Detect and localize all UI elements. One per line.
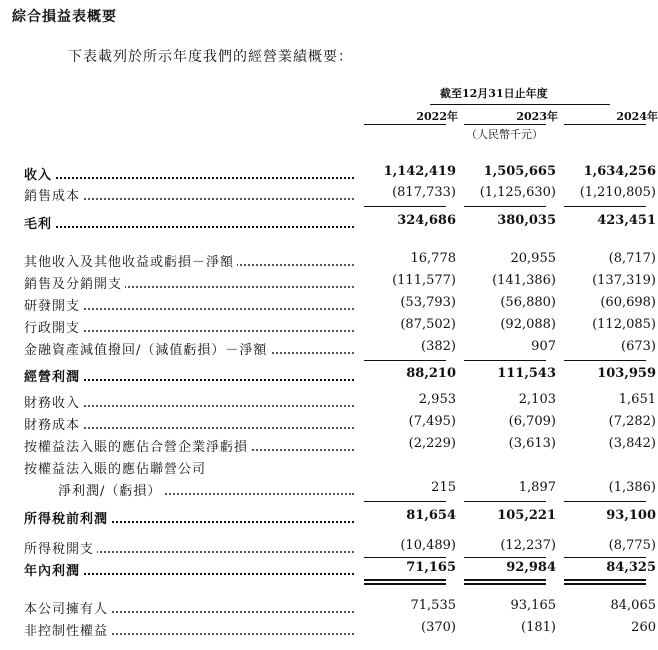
- row-label: 毛利: [24, 217, 55, 232]
- value-2023: (6,709): [508, 414, 556, 429]
- value-2023: (92,088): [500, 317, 556, 332]
- row-jv-share: [0, 436, 656, 456]
- value-2022: (111,577): [392, 273, 456, 288]
- period-header: 截至12月31日止年度: [440, 87, 548, 100]
- row-rnd-expenses: [0, 295, 656, 315]
- year-rule-2024: [564, 124, 646, 125]
- year-rule-2023: [464, 124, 546, 125]
- value-2023: 1,897: [518, 480, 556, 495]
- value-2023: (56,880): [500, 295, 556, 310]
- row-label: 所得稅開支: [24, 542, 97, 557]
- value-2024: (1,386): [608, 480, 656, 495]
- value-2023: 1,505,665: [483, 164, 556, 179]
- row-finance-income: [0, 392, 656, 412]
- value-2023: 111,543: [497, 366, 556, 381]
- total-double-rule: [464, 579, 546, 581]
- value-2023: (141,386): [492, 273, 556, 288]
- row-label: 非控制性權益: [24, 624, 111, 639]
- value-2024: (1,210,805): [579, 185, 656, 200]
- subtotal-rule: [464, 557, 546, 558]
- value-2024: (60,698): [600, 295, 656, 310]
- row-associates-heading: [0, 458, 640, 478]
- value-2024: 84,325: [606, 560, 656, 575]
- value-2024: 1,651: [618, 392, 656, 407]
- row-admin-expenses: [0, 317, 656, 337]
- row-non-controlling: [0, 620, 656, 640]
- row-label: 所得稅前利潤: [24, 512, 111, 527]
- value-2023: (181): [521, 620, 556, 635]
- value-2022: 81,654: [406, 508, 456, 523]
- subtotal-rule: [564, 206, 646, 207]
- value-2024: 103,959: [597, 366, 656, 381]
- subtotal-rule: [464, 360, 546, 361]
- value-2023: (1,125,630): [479, 185, 556, 200]
- value-2023: 92,984: [506, 560, 556, 575]
- value-2022: 324,686: [397, 213, 456, 228]
- year-2024: 2024年: [616, 110, 658, 123]
- value-2023: 105,221: [497, 508, 556, 523]
- value-2022: 2,953: [418, 392, 456, 407]
- value-2024: (3,842): [608, 436, 656, 451]
- subtotal-rule: [464, 206, 546, 207]
- value-2022: 1,142,419: [383, 164, 456, 179]
- row-label: 銷售及分銷開支: [24, 277, 125, 292]
- value-2023: 907: [531, 339, 556, 354]
- value-2022: 215: [431, 480, 456, 495]
- value-2022: (87,502): [400, 317, 456, 332]
- year-2023: 2023年: [516, 110, 558, 123]
- value-2022: (2,229): [408, 436, 456, 451]
- row-associates-share: [0, 480, 656, 500]
- row-profit-for-year: [0, 560, 656, 580]
- value-2022: (10,489): [400, 538, 456, 553]
- value-2022: 88,210: [406, 366, 456, 381]
- section-title: 綜合損益表概要: [12, 9, 117, 25]
- row-label: 財務成本: [24, 418, 83, 433]
- row-label: 按權益法入賬的應佔合營企業淨虧損: [24, 440, 251, 455]
- value-2022: (53,793): [400, 295, 456, 310]
- subtotal-rule: [364, 360, 446, 361]
- value-2024: (7,282): [608, 414, 656, 429]
- value-2023: 2,103: [518, 392, 556, 407]
- row-label: 行政開支: [24, 321, 83, 336]
- row-operating-profit: [0, 366, 656, 386]
- total-double-rule: [364, 579, 446, 581]
- value-2023: 20,955: [510, 251, 556, 266]
- year-rule-2022: [364, 124, 446, 125]
- value-2024: 260: [631, 620, 656, 635]
- row-label: 年內利潤: [24, 564, 83, 579]
- row-label: 銷售成本: [24, 189, 83, 204]
- value-2024: (112,085): [592, 317, 656, 332]
- unit-label: （人民幣千元）: [466, 128, 543, 141]
- row-selling-expenses: [0, 273, 656, 293]
- subtotal-rule: [564, 360, 646, 361]
- value-2024: (137,319): [592, 273, 656, 288]
- value-2024: 93,100: [606, 508, 656, 523]
- period-rule: [430, 104, 610, 105]
- total-double-rule: [464, 583, 546, 585]
- intro-text: 下表載列於所示年度我們的經營業績概要：: [68, 49, 353, 65]
- row-finance-costs: [0, 414, 656, 434]
- value-2023: 380,035: [497, 213, 556, 228]
- row-other-income: [0, 251, 656, 271]
- year-2022: 2022年: [416, 110, 458, 123]
- value-2024: 84,065: [610, 598, 656, 613]
- value-2022: 71,535: [410, 598, 456, 613]
- subtotal-rule: [564, 501, 646, 502]
- row-label: 財務收入: [24, 396, 83, 411]
- row-cost-of-sales: [0, 185, 656, 205]
- value-2024: (8,717): [608, 251, 656, 266]
- row-impairment: [0, 339, 656, 359]
- value-2024: 1,634,256: [583, 164, 656, 179]
- value-2022: (7,495): [408, 414, 456, 429]
- row-owners: [0, 598, 656, 618]
- subtotal-rule: [364, 501, 446, 502]
- value-2023: (12,237): [500, 538, 556, 553]
- value-2022: (817,733): [392, 185, 456, 200]
- value-2022: (382): [421, 339, 456, 354]
- total-double-rule: [564, 583, 646, 585]
- row-label: 其他收入及其他收益或虧損－淨額: [24, 255, 237, 270]
- total-double-rule: [364, 583, 446, 585]
- row-income-tax: [0, 538, 656, 558]
- subtotal-rule: [464, 501, 546, 502]
- value-2023: (3,613): [508, 436, 556, 451]
- value-2024: 423,451: [597, 213, 656, 228]
- row-gross-profit: [0, 213, 656, 233]
- total-double-rule: [564, 579, 646, 581]
- row-label: 淨利潤/（虧損）: [58, 484, 164, 499]
- row-label: 金融資產減值撥回/（減值虧損）－淨額: [24, 343, 270, 358]
- subtotal-rule: [364, 557, 446, 558]
- value-2024: (673): [621, 339, 656, 354]
- row-revenue: [0, 164, 656, 184]
- row-label: 經營利潤: [24, 370, 83, 385]
- row-label: 研發開支: [24, 299, 83, 314]
- row-label: 收入: [24, 168, 55, 183]
- value-2022: 71,165: [406, 560, 456, 575]
- subtotal-rule: [364, 206, 446, 207]
- row-label: 按權益法入賬的應佔聯營公司: [24, 462, 209, 477]
- value-2024: (8,775): [608, 538, 656, 553]
- value-2022: 16,778: [410, 251, 456, 266]
- subtotal-rule: [564, 557, 646, 558]
- value-2023: 93,165: [510, 598, 556, 613]
- row-label: 本公司擁有人: [24, 602, 111, 617]
- row-profit-before-tax: [0, 508, 656, 528]
- value-2022: (370): [421, 620, 456, 635]
